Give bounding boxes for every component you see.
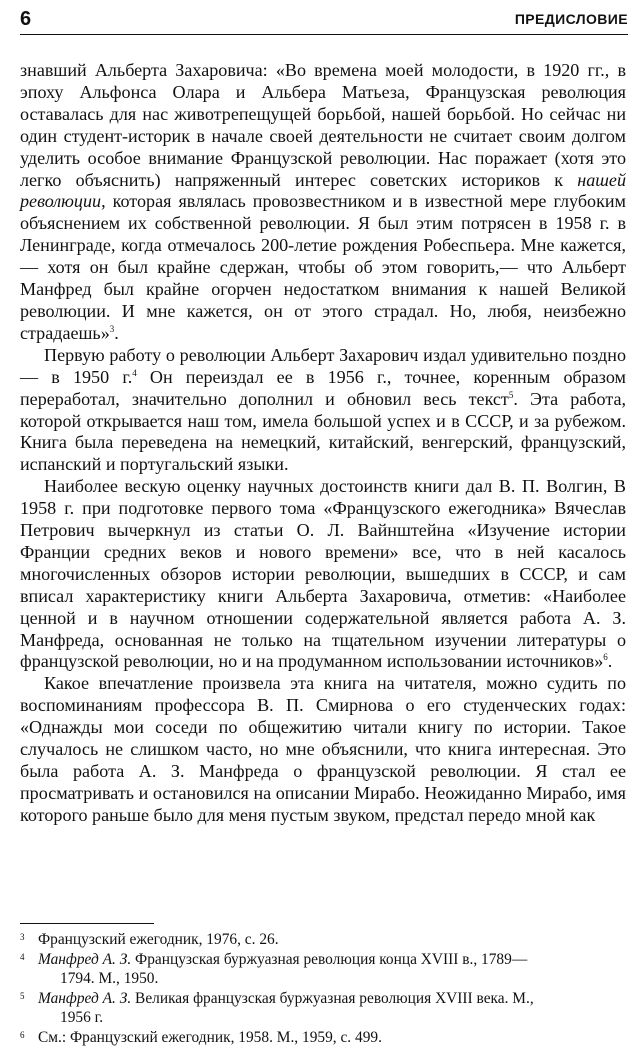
footnote-text: Великая французская буржуазная революция XVIII века. М., bbox=[131, 989, 534, 1007]
paragraph-4-text: Какое впечатление произвела эта книга на читателя, можно судить по воспоминаниям профессора В. П. Смирнова о его студенческих годах: «Однажды мои соседи по общежитию читали книгу по истории. Такое случалось не слишком часто, но мне объяснили, что книга интересная. Это была работа А. З. Манфреда о французской революции. Я стал ее просматривать и остановился на описании Мирабо. Неожиданно Мирабо, имя которого раньше было для меня пустым звуком, предстал передо мной как bbox=[20, 673, 626, 825]
footnote-text-continued: 1794. М., 1950. bbox=[60, 970, 159, 988]
header-rule bbox=[20, 34, 628, 35]
paragraph-3 bbox=[20, 476, 626, 673]
paragraph-1-end: . bbox=[114, 322, 119, 343]
footnote-author: Манфред А. З. bbox=[38, 989, 132, 1007]
footnote-3 bbox=[20, 930, 624, 950]
running-title: ПРЕДИСЛОВИЕ bbox=[514, 11, 628, 27]
footnote-text: Французская буржуазная революция конца XVIII в., 1789— bbox=[131, 950, 528, 968]
footnote-ref-3: 3 bbox=[109, 323, 115, 334]
footnote-mark: 6 bbox=[20, 1029, 25, 1040]
footnote-mark: 5 bbox=[20, 990, 25, 1001]
footnotes bbox=[20, 930, 624, 1048]
paragraph-1 bbox=[20, 60, 626, 345]
paragraph-3-text: Наиболее вескую оценку научных достоинств книги дал В. П. Волгин, В 1958 г. при подготовке первого тома «Французского ежегодника» Вячеслав Петрович вычеркнул из статьи О. Л. Вайнштейна «Изучение истории Франции средних веков и нового времени» все, что в ней касалось многочисленных обзоров истории революции, вышедших в СССР, и сам вписал характеристику книги Альберта Захаровича, отметив: «Наиболее ценной и в научном отношении содержательной является работа А. З. Манфреда, основанная не только на тщательном изучении литературы о французской революции, но и на продуманном использовании источников» bbox=[20, 476, 626, 672]
footnote-mark: 3 bbox=[20, 932, 25, 942]
paragraph-2 bbox=[20, 345, 626, 476]
paragraph-3-end: . bbox=[607, 651, 613, 672]
paragraph-2-text-a: Первую работу о революции Альберт Захарович издал удивительно поздно — в 1950 г. bbox=[20, 344, 626, 387]
paragraph-2-text-c: . Эта работа, которой открывается наш том, имела большой успех и в СССР, и за рубежом. Книга была переведена на немецкий, китайский, венгерский, французский, испанский и португальский языки. bbox=[20, 388, 626, 475]
paragraph-1-emphasis: нашей революции bbox=[20, 169, 626, 212]
footnote-text: Французский ежегодник, 1976, с. 26. bbox=[38, 931, 279, 948]
paragraph-4 bbox=[20, 673, 626, 826]
footnote-mark: 4 bbox=[20, 951, 25, 962]
body-text bbox=[20, 60, 626, 827]
page-number: 6 bbox=[20, 8, 32, 30]
paragraph-2-text-b: Он переиздал ее в 1956 г., точнее, коренным образом переработал, значительно дополнил и обновил весь текст bbox=[20, 366, 626, 409]
footnote-author: Манфред А. З. bbox=[38, 950, 132, 968]
footnote-rule bbox=[20, 923, 154, 924]
footnote-5 bbox=[20, 989, 624, 1028]
footnote-ref-4: 4 bbox=[132, 367, 137, 378]
footnote-6 bbox=[20, 1028, 624, 1048]
footnote-ref-5: 5 bbox=[508, 389, 514, 400]
footnote-text: См.: Французский ежегодник, 1958. М., 1959, с. 499. bbox=[38, 1028, 382, 1046]
footnote-ref-6: 6 bbox=[603, 652, 608, 663]
footnote-4 bbox=[20, 950, 624, 989]
footnote-text-continued: 1956 г. bbox=[60, 1009, 104, 1027]
paragraph-1-text-b: , которая являлась провозвестником и в известной мере глубоким объяснением их собственной революции. Я был этим потрясен в 1958 г. в Ленинграде, когда отмечалось 200-летие рождения Робеспьера. Мне кажется,— хотя он был крайне сдержан, чтобы об этом говорить,— что Альберт Манфред был крайне огорчен недостатком внимания к нашей Великой революции. И мне кажется, он от этого страдал. Но, любя, неизбежно страдаешь» bbox=[20, 191, 626, 343]
page-header bbox=[20, 8, 628, 34]
paragraph-1-text-a: знавший Альберта Захаровича: «Во времена моей молодости, в 1920 гг., в эпоху Альфонса Олара и Альбера Матьеза, Французская революция оставалась для нас животрепещущей борьбой, нашей борьбой. Но сейчас ни один студент-историк в начале своей деятельности не считает своим долгом уделить особое внимание Французской революции. Нас поражает (хотя это легко объяснить) напряженный интерес советских историков к bbox=[20, 60, 626, 190]
